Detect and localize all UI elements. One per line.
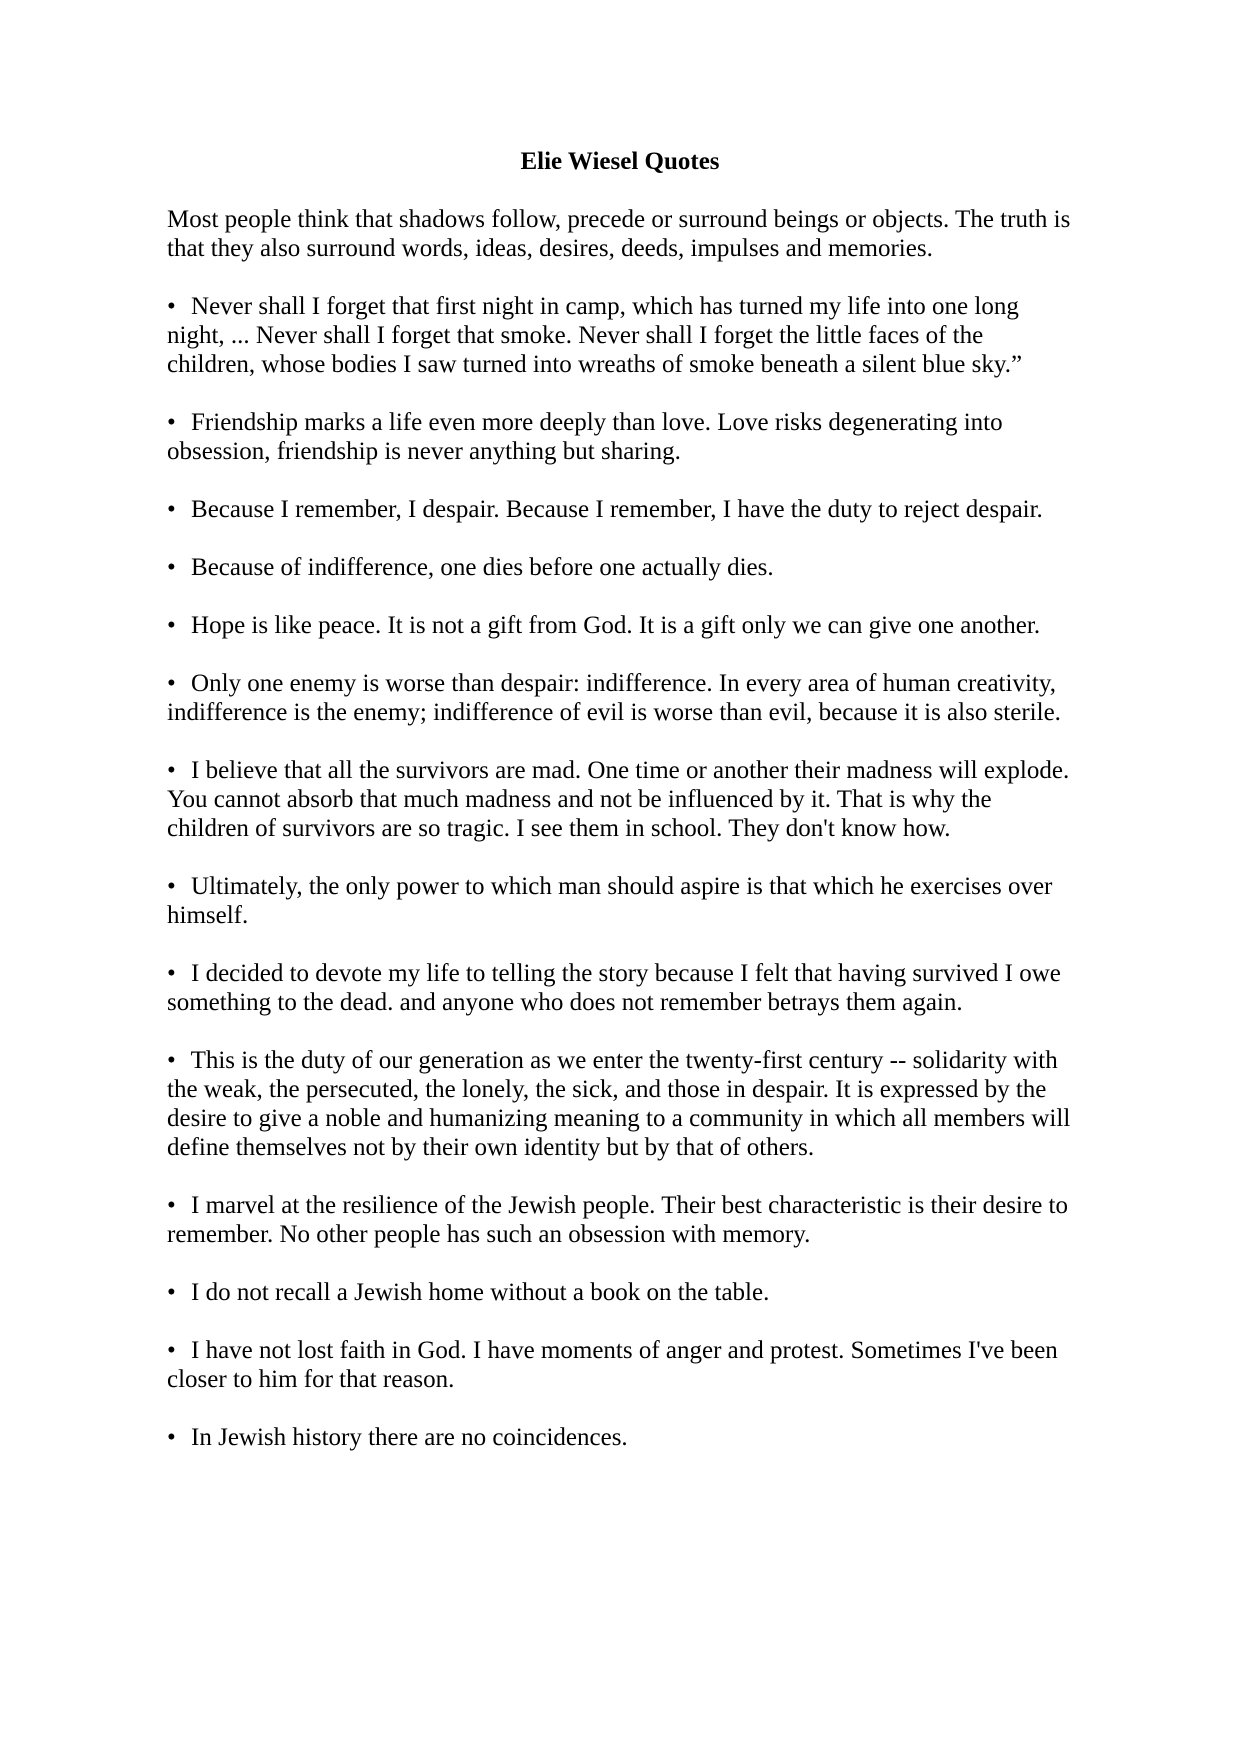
bullet-icon: • bbox=[167, 612, 176, 639]
bullet-icon: • bbox=[167, 1424, 176, 1451]
quotes-list bbox=[167, 292, 1073, 1452]
bullet-icon: • bbox=[167, 409, 176, 436]
quote-paragraph bbox=[167, 872, 1073, 930]
quote-text: Because of indifference, one dies before one actually dies. bbox=[191, 554, 774, 581]
bullet-icon: • bbox=[167, 496, 176, 523]
quote-text: I marvel at the resilience of the Jewish people. Their best characteristic is their desire to remember. No other people has such an obsession with memory. bbox=[167, 1192, 1068, 1248]
quote-text: Ultimately, the only power to which man should aspire is that which he exercises over himself. bbox=[167, 873, 1053, 929]
bullet-icon: • bbox=[167, 670, 176, 697]
quote-paragraph bbox=[167, 408, 1073, 466]
quote-paragraph bbox=[167, 756, 1073, 843]
quote-paragraph bbox=[167, 959, 1073, 1017]
bullet-icon: • bbox=[167, 1279, 176, 1306]
quote-paragraph bbox=[167, 292, 1073, 379]
bullet-icon: • bbox=[167, 1192, 176, 1219]
bullet-icon: • bbox=[167, 960, 176, 987]
quote-text: This is the duty of our generation as we enter the twenty-first century -- solidarity with the weak, the persecuted, the lonely, the sick, and those in despair. It is expressed by the desire to give a noble and humanizing meaning to a community in which all members will define themselves not by their own identity but by that of others. bbox=[167, 1047, 1071, 1161]
page-title: Elie Wiesel Quotes bbox=[520, 148, 720, 175]
quote-paragraph bbox=[167, 1423, 1073, 1452]
quote-text: I believe that all the survivors are mad. One time or another their madness will explode. You cannot absorb that much madness and not be influenced by it. That is why the children of survivors are so tragic. I see them in school. They don't know how. bbox=[167, 757, 1070, 842]
quote-text: I do not recall a Jewish home without a book on the table. bbox=[191, 1279, 770, 1306]
quote-paragraph bbox=[167, 669, 1073, 727]
quote-paragraph bbox=[167, 611, 1073, 640]
bullet-icon: • bbox=[167, 757, 176, 784]
quote-text: Because I remember, I despair. Because I remember, I have the duty to reject despair. bbox=[191, 496, 1043, 523]
bullet-icon: • bbox=[167, 293, 176, 320]
quote-paragraph bbox=[167, 1191, 1073, 1249]
quote-paragraph bbox=[167, 1046, 1073, 1162]
bullet-icon: • bbox=[167, 873, 176, 900]
quote-text: I have not lost faith in God. I have moments of anger and protest. Sometimes I've been closer to him for that reason. bbox=[167, 1337, 1058, 1393]
bullet-icon: • bbox=[167, 1047, 176, 1074]
quote-text: I decided to devote my life to telling the story because I felt that having survived I owe something to the dead. and anyone who does not remember betrays them again. bbox=[167, 960, 1061, 1016]
quote-paragraph bbox=[167, 1336, 1073, 1394]
quote-text: Hope is like peace. It is not a gift from God. It is a gift only we can give one another. bbox=[191, 612, 1041, 639]
intro-paragraph: Most people think that shadows follow, precede or surround beings or objects. The truth is that they also surround words, ideas, desires, deeds, impulses and memories. bbox=[167, 206, 1071, 262]
quote-paragraph bbox=[167, 495, 1073, 524]
quote-text: In Jewish history there are no coincidences. bbox=[191, 1424, 628, 1451]
quote-paragraph bbox=[167, 553, 1073, 582]
bullet-icon: • bbox=[167, 1337, 176, 1364]
bullet-icon: • bbox=[167, 554, 176, 581]
quote-paragraph bbox=[167, 1278, 1073, 1307]
quote-text: Never shall I forget that first night in camp, which has turned my life into one long night, ... Never shall I forget that smoke. Never shall I forget the little faces of the children, whose bodies I saw turned into wreaths of smoke beneath a silent blue sky.” bbox=[167, 293, 1023, 378]
quote-text: Only one enemy is worse than despair: indifference. In every area of human creativity, indifference is the enemy; indifference of evil is worse than evil, because it is also sterile. bbox=[167, 670, 1061, 726]
quote-text: Friendship marks a life even more deeply than love. Love risks degenerating into obsession, friendship is never anything but sharing. bbox=[167, 409, 1003, 465]
